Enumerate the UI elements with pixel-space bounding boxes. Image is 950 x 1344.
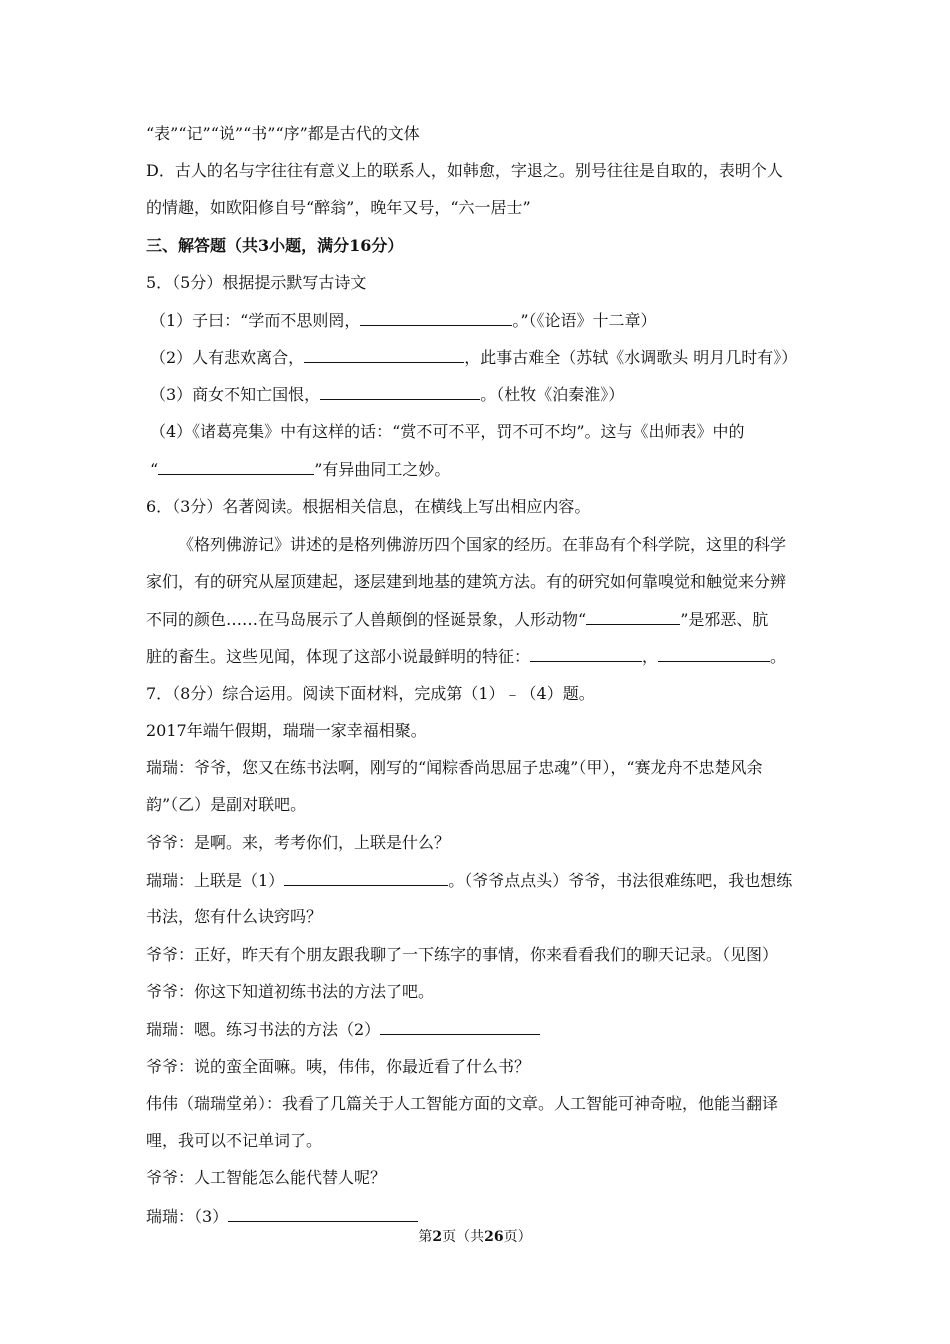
dialogue-line: 哩，我可以不记单词了。 [146,1131,323,1150]
question-6-title: 6．（3分）名著阅读。根据相关信息，在横线上写出相应内容。 [146,497,591,516]
answer-blank[interactable] [360,310,512,326]
paragraph-line: 脏的畜生。这些见闻，体现了这部小说最鲜明的特征： ， 。 [146,647,787,666]
paragraph-line: 《格列佛游记》讲述的是格列佛游历四个国家的经历。在菲岛有个科学院，这里的科学 [178,535,787,554]
answer-blank[interactable] [320,384,480,400]
answer-blank[interactable] [158,459,314,475]
q5-item-4: （4）《诸葛亮集》中有这样的话：“赏不可不平，罚不可不均”。这与《出师表》中的 [150,422,745,441]
question-5-title: 5．（5分）根据提示默写古诗文 [146,273,367,292]
q5-item-1: （1）子曰：“学而不思则罔， 。”（《论语》十二章） [150,311,657,330]
dialogue-line: 2017年端午假期，瑞瑞一家幸福相聚。 [146,721,427,740]
answer-blank[interactable] [228,1206,418,1222]
answer-blank[interactable] [284,870,448,886]
section-heading: 三、解答题（共3小题，满分16分） [146,236,404,255]
dialogue-line: 爷爷：你这下知道初练书法的方法了吧。 [146,982,435,1001]
page-footer: 第2页（共26页） [418,1229,532,1245]
dialogue-line: 瑞瑞：（3） [146,1206,418,1227]
answer-blank[interactable] [380,1019,540,1035]
dialogue-line: 伟伟（瑞瑞堂弟）：我看了几篇关于人工智能方面的文章。人工智能可神奇啦，他能当翻译 [146,1094,779,1113]
dialogue-line: 韵”（乙）是副对联吧。 [146,795,307,814]
dialogue-line: 爷爷：说的蛮全面嘛。咦，伟伟，你最近看了什么书？ [146,1057,531,1076]
text-line: 的情趣，如欧阳修自号“醉翁”，晚年又号，“六一居士” [146,198,531,217]
answer-blank[interactable] [530,646,642,662]
page-number: 2 [432,1229,443,1245]
paragraph-line: 家们，有的研究从屋顶建起，逐层建到地基的建筑方法。有的研究如何靠嗅觉和触觉来分辨 [146,572,787,591]
dialogue-line: 爷爷：人工智能怎么能代替人呢？ [146,1168,387,1187]
dialogue-line: 瑞瑞：爷爷，您又在练书法啊，刚写的“闻粽香尚思屈子忠魂”（甲），“赛龙舟不忠楚风余 [146,758,763,777]
dialogue-line: 瑞瑞：上联是（1） 。（爷爷点点头）爷爷，书法很难练吧，我也想练 [146,871,793,890]
q5-item-4-cont: “ ”有异曲同工之妙。 [150,460,451,479]
question-7-title: 7．（8分）综合运用。阅读下面材料，完成第（1）﹣（4）题。 [146,684,595,703]
paragraph-line: 不同的颜色……在马岛展示了人兽颠倒的怪诞景象，人形动物“ ”是邪恶、肮 [146,610,769,629]
answer-blank[interactable] [658,646,770,662]
answer-blank[interactable] [586,609,680,625]
dialogue-line: 瑞瑞：嗯。练习书法的方法（2） [146,1019,540,1040]
q5-item-3: （3）商女不知亡国恨， 。（杜牧《泊秦淮》） [150,385,625,404]
dialogue-line: 书法，您有什么诀窍吗？ [146,907,323,926]
option-d-line: D．古人的名与字往往有意义上的联系人，如韩愈，字退之。别号往往是自取的，表明个人 [146,161,783,180]
text-line: “表”“记”“说”“书”“序”都是古代的文体 [146,124,420,143]
total-pages: 26 [484,1229,504,1245]
q5-item-2: （2）人有悲欢离合， ，此事古难全（苏轼《水调歌头 明月几时有》） [150,348,798,367]
answer-blank[interactable] [304,347,464,363]
dialogue-line: 爷爷：是啊。来，考考你们，上联是什么？ [146,833,451,852]
dialogue-line: 爷爷：正好，昨天有个朋友跟我聊了一下练字的事情，你来看看我们的聊天记录。（见图） [146,945,779,964]
